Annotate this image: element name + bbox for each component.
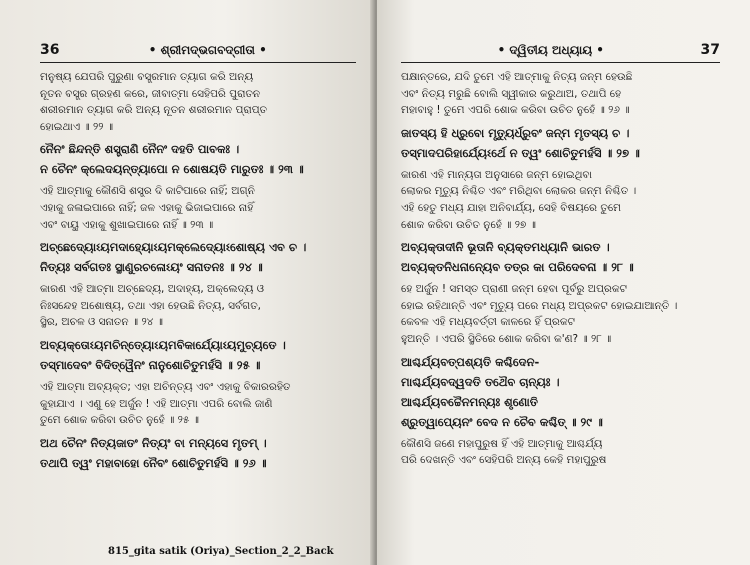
commentary-paragraph bbox=[40, 183, 356, 233]
text-line: ଶୋକ କରିବା ଉଚିତ ନୁହେଁ ॥ ୨୭ ॥ bbox=[401, 218, 536, 231]
verse-line: ନ ଚୈନଂ କ୍ଲେଦୟନ୍ତ୍ୟାପୋ ନ ଶୋଷୟତି ମାରୁତଃ ॥ ୨୩ ॥ bbox=[40, 162, 304, 177]
text-line: ମହାବାହୁ ! ତୁମେ ଏପରି ଶୋକ କରିବା ଉଚିତ ନୁହେଁ ॥ ୨୬ ॥ bbox=[401, 104, 630, 117]
text-line: ଏହି ହେତୁ ମଧ୍ୟ ଯାହା ଅନିବାର୍ଯ୍ୟ, ସେହି ବିଷୟରେ ତୁମେ bbox=[401, 201, 621, 214]
text-line: କାରଣ ଏହି ମାନ୍ୟତା ଅନୁସାରେ ଜନ୍ମ ହୋଇଥିବା bbox=[401, 168, 592, 181]
commentary-paragraph bbox=[401, 436, 720, 469]
running-title: • ଶ୍ରୀମଦ୍‌ଭଗବଦ୍‌ଗୀତା • bbox=[148, 42, 267, 57]
commentary-paragraph bbox=[40, 281, 356, 331]
text-line: ହୋଇଥାଏ ॥ ୨୨ ॥ bbox=[40, 120, 114, 133]
verse-line: ଆଶ୍ଚର୍ଯ୍ୟବଚ୍ଚୈନମନ୍ୟଃ ଶୃଣୋତି bbox=[401, 394, 538, 409]
verse-line: ତସ୍ମାଦେବଂ ବିଦିତ୍ୱୈନଂ ନାନୁଶୋଚିତୁମର୍ହସି ॥ ୨୫ ॥ bbox=[40, 357, 261, 372]
text-line: କାରଣ ଏହି ଆତ୍ମା ଅଚ୍ଛେଦ୍ୟ, ଅଦାହ୍ୟ, ଅକ୍ଲେଦ୍ୟ ଓ bbox=[40, 283, 264, 296]
page-number: 36 bbox=[40, 42, 60, 58]
sanskrit-verse bbox=[40, 139, 356, 179]
verse-line: ତସ୍ମାଦପରିହାର୍ଯ୍ୟେଽର୍ଥେ ନ ତ୍ୱଂ ଶୋଚିତୁମର୍ହସି ॥ ୨୭ ॥ bbox=[401, 145, 640, 160]
left-page bbox=[0, 0, 374, 565]
page-number: 37 bbox=[700, 42, 720, 58]
commentary-paragraph bbox=[401, 69, 720, 119]
sanskrit-verse bbox=[401, 237, 720, 277]
verse-line: ଶ୍ରୁତ୍ୱାପ୍ୟେନଂ ବେଦ ନ ଚୈବ କଶ୍ଚିତ୍ ॥ ୨୯ ॥ bbox=[401, 414, 603, 429]
verse-line: ଆଶ୍ଚର୍ଯ୍ୟବତ୍ପଶ୍ୟତି କଶ୍ଚିଦେନ- bbox=[401, 354, 540, 369]
left-page-content bbox=[40, 69, 356, 473]
verse-line: ଅବ୍ୟକ୍ତୋଽୟମଚିନ୍ତ୍ୟୋଽୟମବିକାର୍ଯ୍ୟୋଽୟମୁଚ୍ୟତେ । bbox=[40, 337, 286, 352]
text-line: ପରି ଦେଖନ୍ତି ଏବଂ ସେହିପରି ଅନ୍ୟ କେହି ମହାପୁରୁଷ bbox=[401, 454, 607, 467]
verse-line: ଅବ୍ୟକ୍ତାଦୀନି ଭୂତାନି ବ୍ୟକ୍ତମଧ୍ୟାନି ଭାରତ । bbox=[401, 240, 610, 255]
text-line: ନୂତନ ବସ୍ତ୍ର ଗ୍ରହଣ କରେ, ଜୀବାତ୍ମା ସେହିପରି ପୁରାତନ bbox=[40, 87, 261, 100]
text-line: ପକ୍ଷାନ୍ତରେ, ଯଦି ତୁମେ ଏହି ଆତ୍ମାକୁ ନିତ୍ୟ ଜନ୍ମ ହେଉଛି bbox=[401, 71, 633, 83]
text-line: ତୁମେ ଶୋକ କରିବା ଉଚିତ ନୁହେଁ ॥ ୨୫ ॥ bbox=[40, 414, 199, 427]
commentary-paragraph bbox=[401, 167, 720, 233]
sanskrit-verse bbox=[40, 433, 356, 473]
text-line: ଏବଂ ନିତ୍ୟ ମରୁଛି ବୋଲି ସ୍ୱୀକାର କରୁଥାଅ, ତଥାପି ହେ bbox=[401, 87, 622, 100]
text-line: କୁହାଯାଏ । ଏଣୁ ହେ ଅର୍ଜୁନ ! ଏହି ଆତ୍ମା ଏପରି ବୋଲି ଜାଣି bbox=[40, 397, 273, 410]
header-rule bbox=[401, 62, 720, 63]
commentary-paragraph bbox=[40, 69, 356, 135]
verse-line: ତଥାପି ତ୍ୱଂ ମହାବାହୋ ନୈବଂ ଶୋଚିତୁମର୍ହସି ॥ ୨୬ ॥ bbox=[40, 455, 267, 470]
verse-line: ଅବ୍ୟକ୍ତନିଧନାନ୍ୟେବ ତତ୍ର କା ପରିଦେବନା ॥ ୨୮ ॥ bbox=[401, 260, 634, 275]
text-line: ଏହାକୁ ଜଳାଇପାରେ ନାହିଁ; ଜଳ ଏହାକୁ ଭିଜାଇପାରେ ନାହିଁ bbox=[40, 201, 254, 214]
text-line: ସ୍ଥିର, ଅଚଳ ଓ ସନାତନ ॥ ୨୪ ॥ bbox=[40, 316, 163, 329]
text-line: ହେ ଅର୍ଜୁନ ! ସମସ୍ତ ପ୍ରାଣୀ ଜନ୍ମ ହେବା ପୂର୍ବରୁ ଅପ୍ରକଟ bbox=[401, 283, 627, 296]
text-line: ଲୋକର ମୃତ୍ୟୁ ନିଶ୍ଚିତ ଏବଂ ମରିଥିବା ଲୋକର ଜନ୍ମ ନିଶ୍ଚିତ । bbox=[401, 185, 637, 198]
print-footer: 815_gita satik (Oriya)_Section_2_2_Back bbox=[108, 546, 334, 557]
verse-line: ଜାତସ୍ୟ ହି ଧ୍ରୁବୋ ମୃତ୍ୟୁର୍ଧ୍ରୁବଂ ଜନ୍ମ ମୃତସ୍ୟ ଚ । bbox=[401, 125, 630, 140]
right-page-header bbox=[401, 42, 720, 58]
sanskrit-verse bbox=[40, 237, 356, 277]
text-line: ହୁଅନ୍ତି । ଏପରି ସ୍ଥିତିରେ ଶୋକ କରିବା କ'ଣ? ॥ ୨୮ ॥ bbox=[401, 332, 612, 345]
text-line: ଏବଂ ବାୟୁ ଏହାକୁ ଶୁଖାଇପାରେ ନାହିଁ ॥ ୨୩ ॥ bbox=[40, 218, 214, 231]
left-page-header bbox=[40, 42, 356, 58]
text-line: ଏହି ଆତ୍ମା ଅବ୍ୟକ୍ତ; ଏହା ଅଚିନ୍ତ୍ୟ ଏବଂ ଏହାକୁ ବିକାରରହିତ bbox=[40, 380, 291, 393]
header-rule bbox=[40, 62, 356, 63]
text-line: କୌଣସି ଜଣେ ମହାପୁରୁଷ ହିଁ ଏହି ଆତ୍ମାକୁ ଆଶ୍ଚର୍ଯ୍ୟ bbox=[401, 437, 603, 450]
running-title: • ଦ୍ୱିତୀୟ ଅଧ୍ୟାୟ • bbox=[497, 42, 604, 57]
text-line: ଏହି ଆତ୍ମାକୁ କୌଣସି ଶସ୍ତ୍ର ଦି କାଟିପାରେ ନାହିଁ; ଅଗ୍ନି bbox=[40, 185, 255, 198]
verse-line: ନିତ୍ୟଃ ସର୍ବଗତଃ ସ୍ଥାଣୁରଚଳୋଽୟଂ ସନାତନଃ ॥ ୨୪ ॥ bbox=[40, 260, 263, 275]
text-line: ଶରୀରମାନ ତ୍ୟାଗ କରି ଅନ୍ୟ ନୂତନ ଶରୀରମାନ ପ୍ରାପ୍ତ bbox=[40, 104, 268, 117]
text-line: ନିଃସନ୍ଦେହ ଅଶୋଷ୍ୟ, ତଥା ଏହା ହେଉଛି ନିତ୍ୟ, ସର୍ବଗତ, bbox=[40, 299, 262, 312]
verse-line: ଅଥ ଚୈନଂ ନିତ୍ୟଜାତଂ ନିତ୍ୟଂ ବା ମନ୍ୟସେ ମୃତମ୍ । bbox=[40, 435, 267, 450]
sanskrit-verse bbox=[401, 123, 720, 163]
verse-line: ନୈନଂ ଛିନ୍ଦନ୍ତି ଶସ୍ତ୍ରାଣି ନୈନଂ ଦହତି ପାବକଃ । bbox=[40, 142, 240, 157]
right-page bbox=[377, 0, 750, 565]
right-page-content bbox=[401, 69, 720, 469]
verse-line: ଅଚ୍ଛେଦ୍ୟୋଽୟମଦାହ୍ୟୋଽୟମକ୍ଲେଦ୍ୟୋଽଶୋଷ୍ୟ ଏବ ଚ । bbox=[40, 240, 307, 255]
text-line: ହୋଇ ରହିଥାନ୍ତି ଏବଂ ମୃତ୍ୟୁ ପରେ ମଧ୍ୟ ଅପ୍ରକଟ ହୋଇଯାଆନ୍ତି । bbox=[401, 299, 678, 312]
verse-line: ମାଶ୍ଚର୍ଯ୍ୟବଦ୍ୱଦତି ତଥୈବ ଚାନ୍ୟଃ । bbox=[401, 374, 560, 389]
commentary-paragraph bbox=[401, 281, 720, 347]
text-line: କେବଳ ଏହି ମଧ୍ୟବର୍ତ୍ତୀ କାଳରେ ହିଁ ପ୍ରକଟ bbox=[401, 316, 575, 329]
sanskrit-verse bbox=[40, 335, 356, 375]
sanskrit-verse bbox=[401, 352, 720, 432]
text-line: ମନୁଷ୍ୟ ଯେପରି ପୁରୁଣା ବସ୍ତ୍ରମାନ ତ୍ୟାଗ କରି ଅନ୍ୟ bbox=[40, 71, 254, 83]
commentary-paragraph bbox=[40, 379, 356, 429]
